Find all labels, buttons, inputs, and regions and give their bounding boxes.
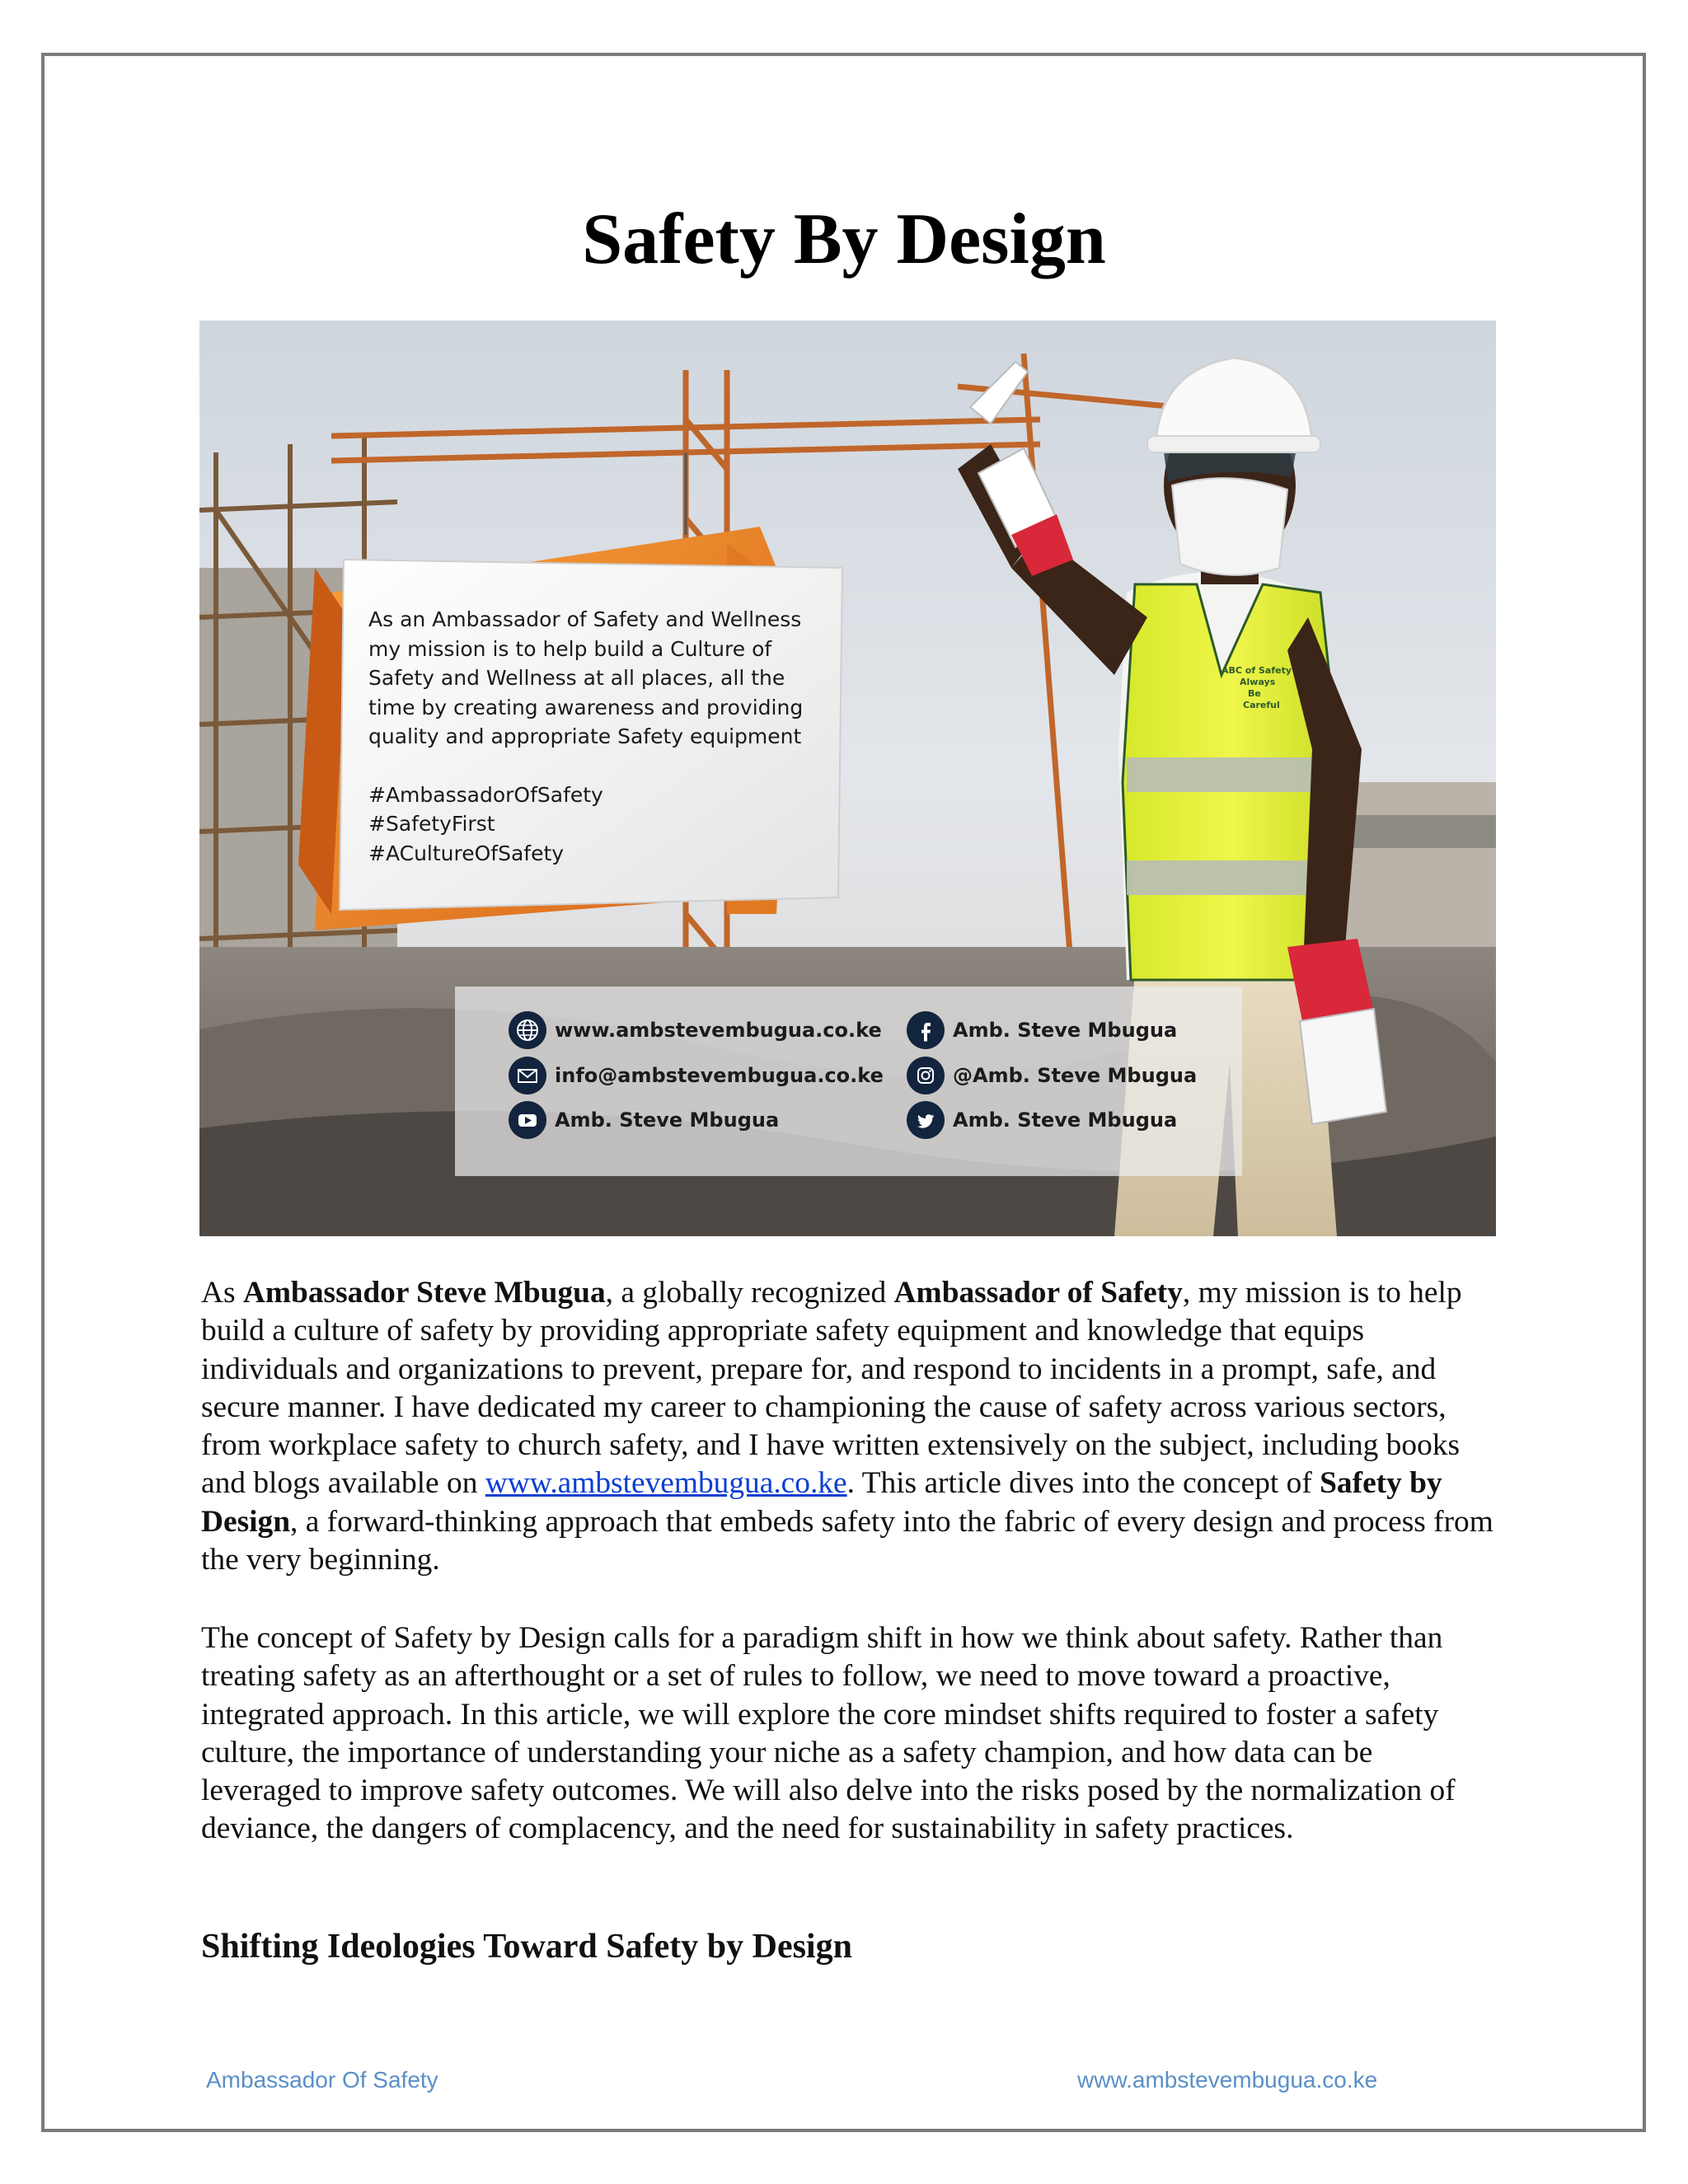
contact-instagram [907,1057,1197,1094]
intro-paragraph [201,1274,1500,1579]
website-link[interactable]: www.ambstevembugua.co.ke [485,1466,847,1501]
second-paragraph: The concept of Safety by Design calls for a paradigm shift in how we think about safety. Rather than treating safety as an afterthought or a set of rules to follow, we need to move toward a proactive, integrated approach. In this article, we will explore the core mindset shifts required to foster a safety culture, the importance of understanding your niche as a safety champion, and how data can be leveraged to improve safety outcomes. We will also delve into the risks posed by the normalization of deviance, the dangers of complacency, and the need for sustainability in safety practices. [201,1621,1456,1846]
footer-left-text: Ambassador Of Safety [206,2067,438,2093]
mission-line: time by creating awareness and providing [368,695,804,719]
text-run: , my mission is to help build a culture of safety by providing appropriate safety equipment and knowledge that equips individuals and organizations to prevent, prepare for, and respond to incidents in a prompt, safe, and secure manner. I have dedicated my career to championing the cause of safety across various sectors, from workplace safety to church safety, and I have written extensively on the subject, including books and blogs available on [201,1276,1462,1501]
globe-icon [509,1011,546,1049]
hero-banner [199,321,1496,1236]
author-name: Ambassador Steve Mbugua [242,1276,606,1310]
text-run: , a forward-thinking approach that embeds safety into the fabric of every design and process from the very beginning. [201,1504,1493,1577]
contact-youtube [509,1101,779,1139]
vest-logo-text: ABC of Safety Always Be Careful [1221,665,1292,710]
page-title: Safety By Design [582,199,1106,279]
mission-line: Safety and Wellness at all places, all the [368,666,785,690]
youtube-icon [509,1101,546,1139]
twitter-icon [907,1101,945,1139]
instagram-text: @Amb. Steve Mbugua [953,1064,1198,1087]
website-text: www.ambstevembugua.co.ke [555,1019,882,1042]
footer-right-text: www.ambstevembugua.co.ke [1077,2067,1378,2093]
hashtag-list [368,780,830,869]
hashtag: #SafetyFirst [368,812,495,836]
mission-card-text [368,605,830,868]
hashtag: #AmbassadorOfSafety [368,782,603,807]
twitter-text: Amb. Steve Mbugua [953,1108,1178,1132]
section-heading: Shifting Ideologies Toward Safety by Design [201,1928,852,1966]
mission-line: As an Ambassador of Safety and Wellness [368,607,802,631]
hashtag: #ACultureOfSafety [368,841,565,865]
text-run: , a globally recognized [605,1276,894,1310]
mission-line: quality and appropriate Safety equipment [368,724,802,748]
facebook-icon [907,1011,945,1049]
text-run: As [201,1276,243,1310]
contact-facebook [907,1011,1177,1049]
facebook-text: Amb. Steve Mbugua [953,1019,1178,1042]
youtube-text: Amb. Steve Mbugua [555,1108,780,1132]
concept-name: Safety by Design [201,1466,1442,1539]
text-run: . This article dives into the concept of [846,1466,1320,1501]
contact-twitter [907,1101,1177,1139]
email-text: info@ambstevembugua.co.ke [555,1064,884,1087]
contact-website [509,1011,882,1049]
envelope-icon [509,1057,546,1094]
title-ambassador: Ambassador of Safety [893,1276,1183,1310]
contact-email [509,1057,884,1094]
instagram-icon [907,1057,945,1094]
mission-line: my mission is to help build a Culture of [368,636,772,661]
